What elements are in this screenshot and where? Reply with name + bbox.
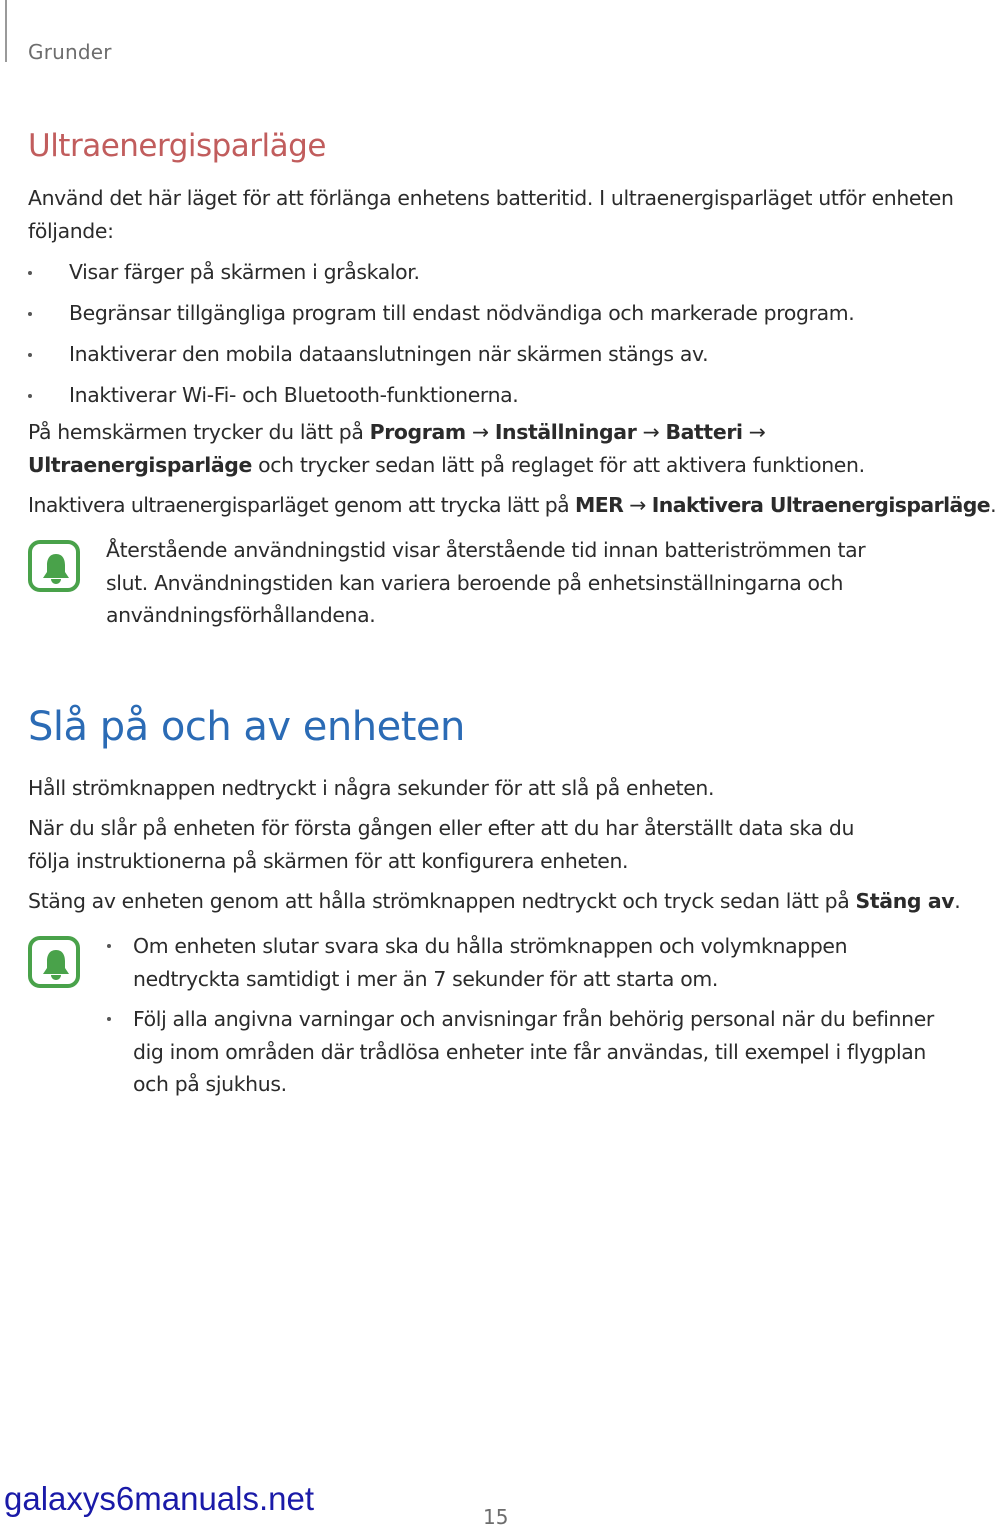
menu-path-mer: MER — [575, 493, 624, 517]
bullet-dot — [107, 1017, 111, 1021]
list-item: Begränsar tillgängliga program till endast nödvändiga och markerade program. — [28, 293, 854, 334]
watermark: galaxys6manuals.net — [4, 1480, 315, 1517]
section2-para2: När du slår på enheten för första gången eller efter att du har återställt data ska du följa instruktionerna på skärmen för att konfigurera enheten. — [28, 816, 855, 873]
list-item: Visar färger på skärmen i gråskalor. — [28, 252, 854, 293]
section2-para3: Stäng av enheten genom att hålla strömknappen nedtryckt och tryck sedan lätt på Stäng av. — [28, 889, 961, 913]
bullet-dot — [107, 944, 111, 948]
bell-icon — [28, 936, 80, 988]
menu-path-batteri: Batteri — [665, 420, 743, 444]
menu-path-inaktivera: Inaktivera Ultraenergisparläge — [651, 493, 991, 517]
section2-para3-block — [28, 885, 961, 918]
section1-intro: Använd det här läget för att förlänga enhetens batteritid. I ultraenergisparläget utför enheten följande: — [28, 186, 954, 243]
section1-instruction-block — [28, 416, 956, 481]
section2-para1: Håll strömknappen nedtryckt i några sekunder för att slå på enheten. — [28, 776, 715, 800]
page-number: 15 — [483, 1505, 509, 1529]
menu-path-ultraenergisparlage: Ultraenergisparläge — [28, 452, 252, 477]
bullet-dot — [28, 353, 32, 357]
section-title-ultraenergisparlage: Ultraenergisparläge — [28, 128, 326, 164]
section2-note — [107, 930, 953, 1109]
list-item: Inaktiverar Wi-Fi- och Bluetooth-funktionerna. — [28, 375, 854, 416]
bullet-dot — [28, 271, 32, 275]
bullet-dot — [28, 394, 32, 398]
section2-note-list — [107, 930, 953, 1101]
menu-path-installningar: Inställningar — [494, 420, 637, 444]
section2-para1-block — [28, 772, 956, 805]
list-item: Om enheten slutar svara ska du hålla strömknappen och volymknappen nedtryckta samtidigt i mer än 7 sekunder för att starta om. — [107, 930, 953, 995]
margin-rule — [5, 0, 7, 62]
bell-icon — [28, 540, 80, 592]
section1-bullet-block — [28, 252, 854, 416]
bullet-dot — [28, 312, 32, 316]
section2-para2-block — [28, 812, 898, 877]
section1-note: Återstående användningstid visar återstående tid innan batteriströmmen tar slut. Användningstiden kan variera beroende på enhetsinställningarna och användningsförhållandena. — [106, 538, 866, 627]
section-title-sla-pa-och-av: Slå på och av enheten — [28, 704, 465, 750]
section1-intro-block — [28, 182, 956, 247]
list-item: Följ alla angivna varningar och anvisningar från behörig personal när du befinner dig inom områden där trådlösa enheter inte får användas, till exempel i flygplan och på sjukhus. — [107, 1003, 953, 1101]
menu-path-stang-av: Stäng av — [855, 889, 955, 913]
menu-path-program: Program — [369, 420, 466, 444]
chapter-header: Grunder — [28, 40, 112, 64]
section1-bullet-list — [28, 252, 854, 416]
section1-deactivate-block — [28, 489, 996, 522]
list-item: Inaktiverar den mobila dataanslutningen när skärmen stängs av. — [28, 334, 854, 375]
section1-instruction: På hemskärmen trycker du lätt på Program → Inställningar → Batteri → Ultraenergisparläge och trycker sedan lätt på reglaget för att aktivera funktionen. — [28, 420, 865, 477]
section1-deactivate: Inaktivera ultraenergisparläget genom att trycka lätt på MER → Inaktivera Ultraenergisparläge. — [28, 493, 996, 517]
